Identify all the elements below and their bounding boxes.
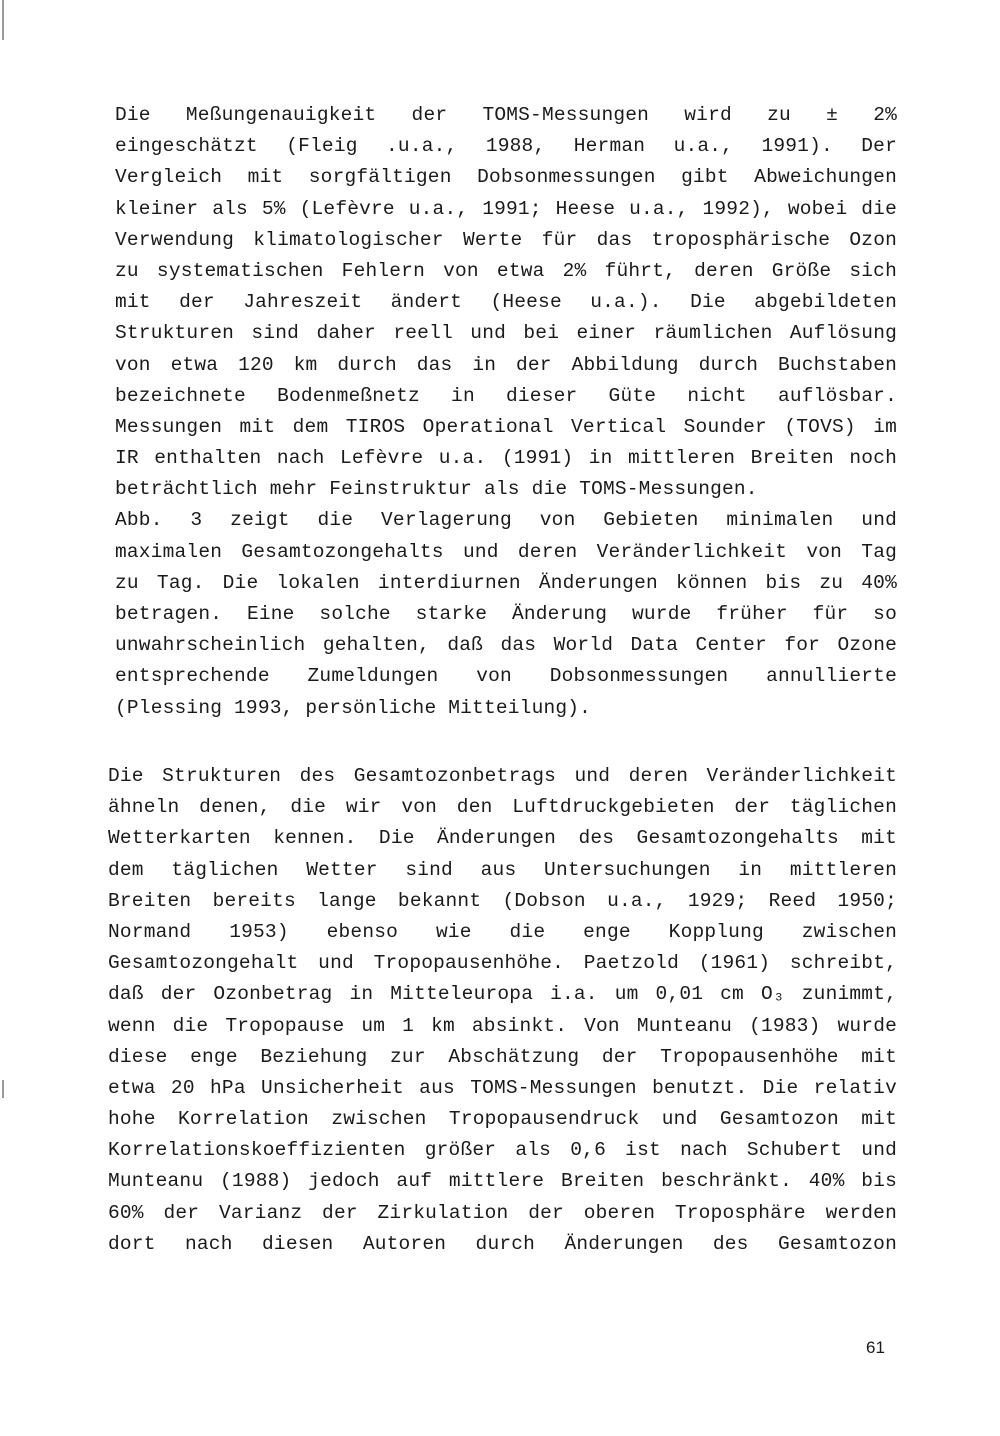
text-line: Strukturen sind daher reell und bei einer räumlichen Auflösung [115, 322, 897, 345]
text-line: Verwendung klimatologischer Werte für das troposphärische Ozon [115, 228, 897, 251]
text-line: diese enge Beziehung zur Abschätzung der Tropopausenhöhe mit [108, 1045, 897, 1068]
text-line: betragen. Eine solche starke Änderung wurde früher für so [115, 603, 897, 625]
text-line: dem täglichen Wetter sind aus Untersuchungen in mittleren [108, 858, 897, 881]
text-line: (Plessing 1993, persönliche Mitteilung). [115, 696, 592, 719]
text-line: eingeschätzt (Fleig .u.a., 1988, Herman u.a., 1991). Der [115, 135, 897, 158]
text-line: ähneln denen, die wir von den Luftdruckgebieten der täglichen [108, 796, 897, 819]
text-line: maximalen Gesamtozongehalts und deren Veränderlichkeit von Tag [115, 540, 897, 563]
page-number: 61 [866, 1338, 885, 1357]
text-line: unwahrscheinlich gehalten, daß das World Data Center for Ozone [115, 634, 897, 657]
text-line: kleiner als 5% (Lefèvre u.a., 1991; Heese u.a., 1992), wobei die [115, 197, 897, 220]
text-line: Abb. 3 zeigt die Verlagerung von Gebieten minimalen und [115, 509, 897, 532]
text-line: Korrelationskoeffizienten größer als 0,6 ist nach Schubert und [108, 1139, 897, 1162]
text-line: bezeichnete Bodenmeßnetz in dieser Güte nicht auflösbar. [115, 384, 897, 407]
text-line: wenn die Tropopause um 1 km absinkt. Von Munteanu (1983) wurde [108, 1014, 897, 1037]
text-line: Messungen mit dem TIROS Operational Vertical Sounder (TOVS) im [115, 415, 897, 438]
text-line: Munteanu (1988) jedoch auf mittlere Breiten beschränkt. 40% bis [108, 1170, 897, 1193]
text-line: Normand 1953) ebenso wie die enge Kopplung zwischen [108, 920, 897, 943]
scan-edge-mark [2, 0, 4, 40]
text-line: mit der Jahreszeit ändert (Heese u.a.). Die abgebildeten [115, 291, 897, 314]
text-line: Gesamtozongehalt und Tropopausenhöhe. Paetzold (1961) schreibt, [108, 952, 897, 975]
text-line: daß der Ozonbetrag in Mitteleuropa i.a. um 0,01 cm O₃ zunimmt, [108, 983, 897, 1006]
text-line: hohe Korrelation zwischen Tropopausendruck und Gesamtozon mit [108, 1108, 897, 1131]
text-line: Breiten bereits lange bekannt (Dobson u.a., 1929; Reed 1950; [108, 889, 897, 912]
text-line: beträchtlich mehr Feinstruktur als die TOMS-Messungen. [115, 478, 758, 501]
text-line: IR enthalten nach Lefèvre u.a. (1991) in mittleren Breiten noch [115, 447, 897, 470]
scan-edge-mark [2, 1080, 4, 1098]
paragraph-1 [115, 100, 897, 724]
text-line: zu systematischen Fehlern von etwa 2% führt, deren Größe sich [115, 259, 897, 282]
text-line: von etwa 120 km durch das in der Abbildung durch Buchstaben [115, 353, 897, 376]
text-line: 60% der Varianz der Zirkulation der oberen Troposphäre werden [108, 1201, 897, 1224]
text-line: dort nach diesen Autoren durch Änderungen des Gesamtozon [108, 1232, 897, 1255]
text-line: Wetterkarten kennen. Die Änderungen des Gesamtozongehalts mit [108, 827, 897, 850]
text-line: entsprechende Zumeldungen von Dobsonmessungen annullierte [115, 665, 897, 688]
text-line: Die Strukturen des Gesamtozonbetrags und deren Veränderlichkeit [108, 765, 897, 787]
text-line: zu Tag. Die lokalen interdiurnen Änderungen können bis zu 40% [115, 571, 897, 594]
text-line: Die Meßungenauigkeit der TOMS-Messungen wird zu ± 2% [115, 104, 897, 126]
text-line: etwa 20 hPa Unsicherheit aus TOMS-Messungen benutzt. Die relativ [108, 1076, 897, 1099]
text-line: Vergleich mit sorgfältigen Dobsonmessungen gibt Abweichungen [115, 166, 897, 189]
paragraph-2 [108, 761, 897, 1260]
